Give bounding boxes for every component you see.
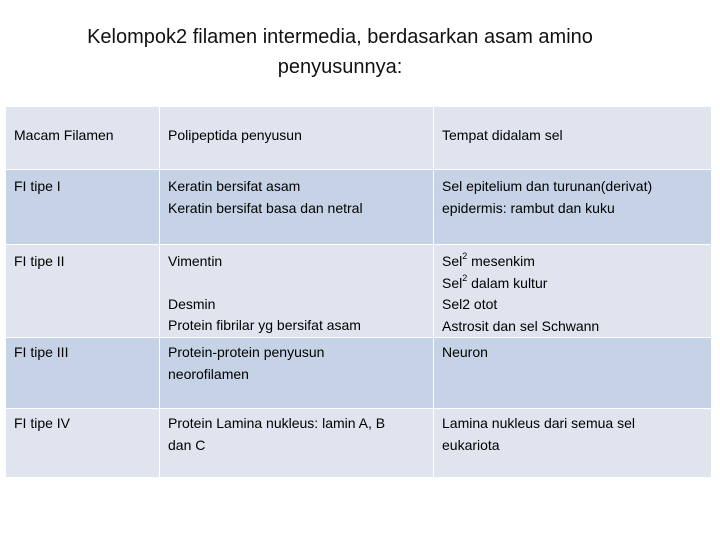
table-header-row [6,107,712,170]
cell-line: Protein fibrilar yg bersifat asam [168,317,361,333]
cell-location [434,245,712,338]
cell-line: Vimentin [168,253,223,269]
cell-spacer [168,273,427,294]
table-row [6,170,712,245]
table-row [6,245,712,338]
cell-protein [160,170,434,245]
cell-line: Sel$^2$ mesenkim [442,251,535,269]
title-line-1: Kelompok2 filamen intermedia, berdasarkan asam amino [87,26,593,48]
cell-line: Sel epitelium dan turunan(derivat) [442,178,653,194]
slide-title [40,22,640,82]
cell-type: FI tipe IV [6,409,160,478]
cell-line: Astrosit dan sel Schwann [442,317,600,334]
cell-line: Desmin [168,295,216,312]
cell-line: Neuron [442,344,488,360]
table-row [6,338,712,409]
cell-protein [160,409,434,478]
header-cell-location: Tempat didalam sel [434,107,712,170]
cell-line: Lamina nukleus dari semua sel [442,415,635,431]
cell-line: neorofilamen [168,365,249,382]
header-cell-protein: Polipeptida penyusun [160,107,434,170]
table-row [6,409,712,478]
cell-location [434,338,712,409]
cell-location [434,170,712,245]
cell-type: FI tipe I [6,170,160,245]
cell-line: epidermis: rambut dan kuku [442,199,615,216]
title-line-2: penyusunnya: [277,56,403,78]
cell-line: Keratin bersifat basa dan netral [168,199,363,216]
cell-line: eukariota [442,436,500,453]
cell-protein [160,245,434,338]
header-cell-type: Macam Filamen [6,107,160,170]
cell-protein [160,338,434,409]
cell-line: dan C [168,436,206,453]
filament-table [5,106,712,478]
cell-line: Protein Lamina nukleus: lamin A, B [168,415,386,431]
cell-line: Sel2 otot [442,296,498,312]
cell-line: Keratin bersifat asam [168,178,301,194]
cell-type: FI tipe III [6,338,160,409]
cell-line: Protein-protein penyusun [168,344,325,360]
cell-line: Sel$^2$ dalam kultur [442,272,548,291]
cell-type: FI tipe II [6,245,160,338]
cell-location [434,409,712,478]
